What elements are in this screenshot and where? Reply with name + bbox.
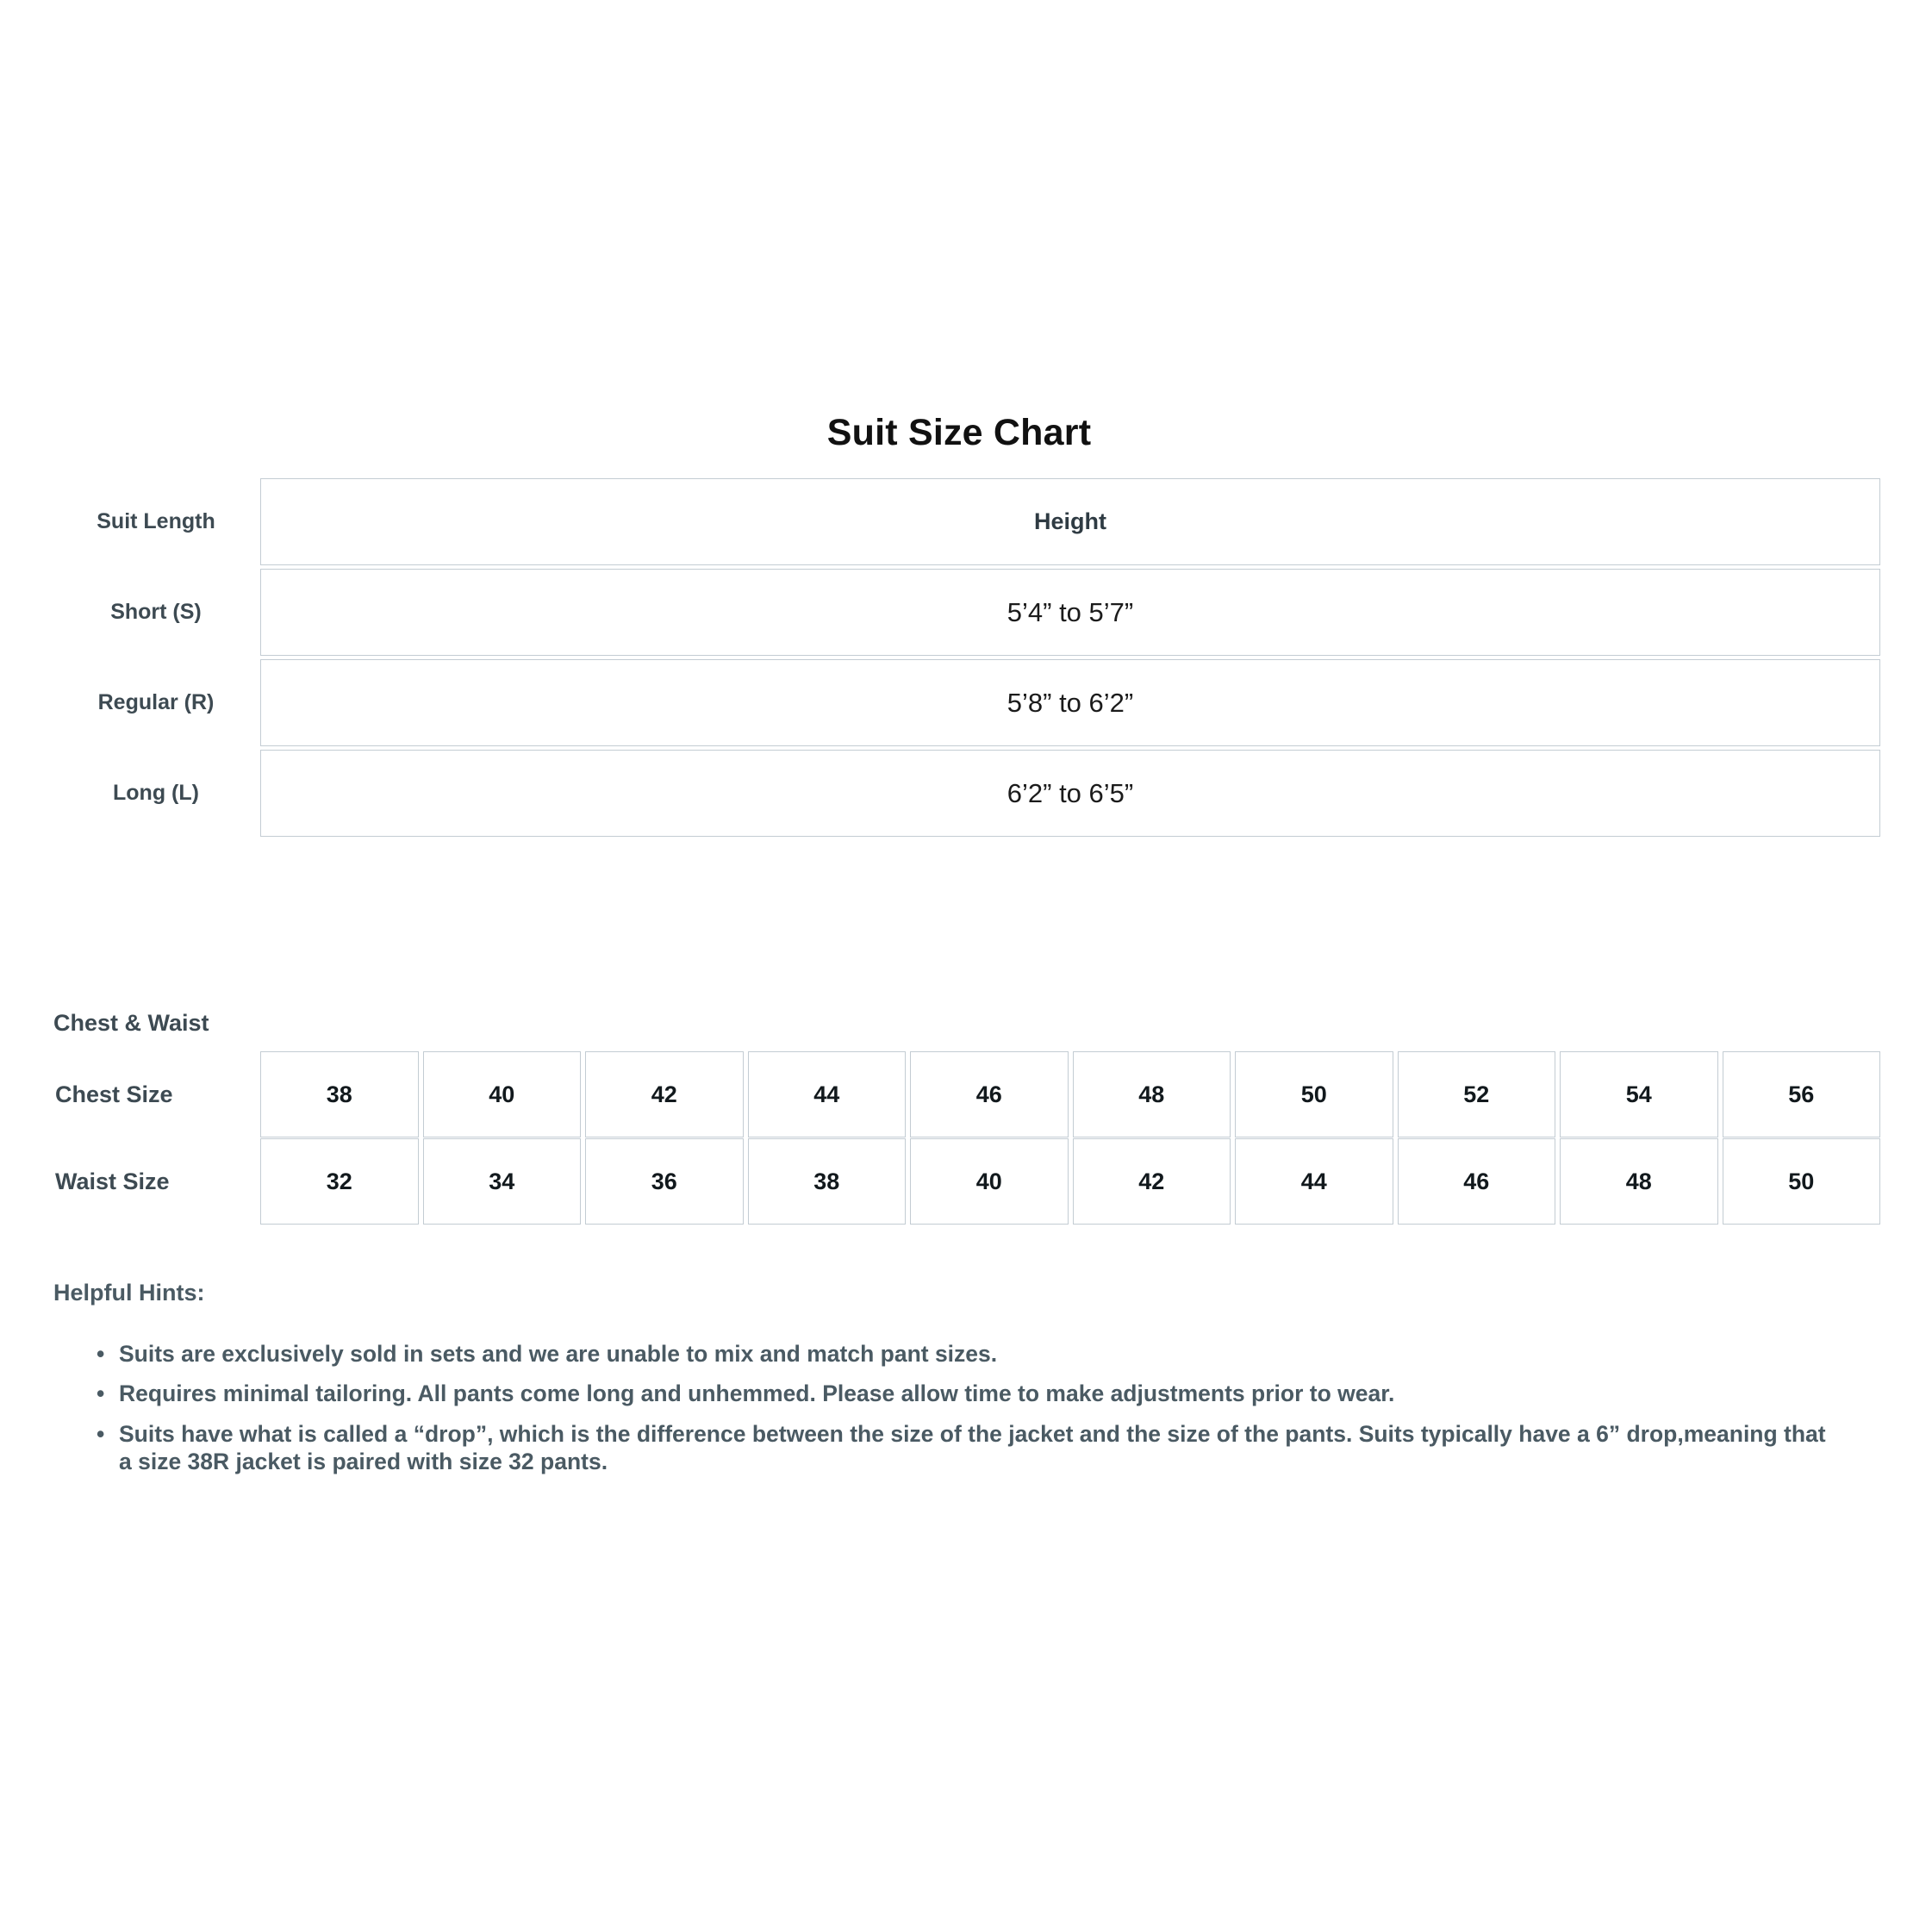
chest-waist-table bbox=[52, 1051, 1880, 1225]
list-item-text: Suits are exclusively sold in sets and we are unable to mix and match pant sizes. bbox=[119, 1341, 998, 1367]
table-row bbox=[52, 750, 1880, 837]
row-label-long: Long (L) bbox=[113, 781, 199, 805]
list-item bbox=[97, 1420, 1829, 1476]
list-item bbox=[97, 1380, 1829, 1407]
table-cell: 50 bbox=[1723, 1138, 1881, 1225]
list-item-text: Suits have what is called a “drop”, which is the difference between the size of the jacket and the size of the pants. Suits typically have a 6” drop,meaning that a size 38R jacket is paired with size 32 pants. bbox=[119, 1420, 1826, 1474]
table-cell: 42 bbox=[585, 1051, 744, 1137]
table-cell: 52 bbox=[1398, 1051, 1556, 1137]
table-row bbox=[52, 659, 1880, 746]
list-item bbox=[97, 1340, 1829, 1368]
table-cell: 46 bbox=[1398, 1138, 1556, 1225]
table-cell: 48 bbox=[1560, 1138, 1718, 1225]
table-cell: 56 bbox=[1723, 1051, 1881, 1137]
table-cell: 44 bbox=[1235, 1138, 1393, 1225]
table-cell: 42 bbox=[1073, 1138, 1231, 1225]
row-label-short: Short (S) bbox=[110, 600, 202, 624]
table-row-header bbox=[52, 478, 1880, 565]
table-cell: 54 bbox=[1560, 1051, 1718, 1137]
chest-size-cells bbox=[260, 1051, 1880, 1137]
height-header-cell: Height bbox=[260, 478, 1880, 565]
table-cell: 34 bbox=[423, 1138, 582, 1225]
bullet-marker: • bbox=[97, 1380, 105, 1407]
page-title-text: Suit Size Chart bbox=[826, 412, 1092, 453]
table-cell: 32 bbox=[260, 1138, 419, 1225]
chest-waist-heading: Chest & Waist bbox=[53, 1010, 209, 1036]
table-cell: 44 bbox=[748, 1051, 907, 1137]
table-row bbox=[52, 1051, 1880, 1137]
table-cell: 48 bbox=[1073, 1051, 1231, 1137]
helpful-hints-list bbox=[97, 1340, 1829, 1487]
row-value-regular: 5’8” to 6’2” bbox=[260, 659, 1880, 746]
row-value-short: 5’4” to 5’7” bbox=[260, 569, 1880, 656]
table-cell: 50 bbox=[1235, 1051, 1393, 1137]
helpful-hints-heading: Helpful Hints: bbox=[53, 1280, 205, 1306]
page-title bbox=[0, 412, 1932, 454]
bullet-marker: • bbox=[97, 1420, 105, 1447]
bullet-marker: • bbox=[97, 1341, 105, 1367]
row-label-chest-size: Chest Size bbox=[55, 1081, 173, 1107]
suit-length-header-label: Suit Length bbox=[97, 509, 215, 533]
row-value-long: 6’2” to 6’5” bbox=[260, 750, 1880, 837]
table-cell: 38 bbox=[260, 1051, 419, 1137]
table-cell: 40 bbox=[910, 1138, 1069, 1225]
row-label-waist-size: Waist Size bbox=[55, 1168, 170, 1194]
table-row bbox=[52, 569, 1880, 656]
table-cell: 46 bbox=[910, 1051, 1069, 1137]
table-cell: 40 bbox=[423, 1051, 582, 1137]
table-cell: 38 bbox=[748, 1138, 907, 1225]
row-label-regular: Regular (R) bbox=[97, 690, 215, 714]
suit-length-table bbox=[52, 478, 1880, 840]
table-row bbox=[52, 1138, 1880, 1225]
table-cell: 36 bbox=[585, 1138, 744, 1225]
list-item-text: Requires minimal tailoring. All pants come long and unhemmed. Please allow time to make adjustments prior to wear. bbox=[119, 1380, 1395, 1407]
waist-size-cells bbox=[260, 1138, 1880, 1225]
